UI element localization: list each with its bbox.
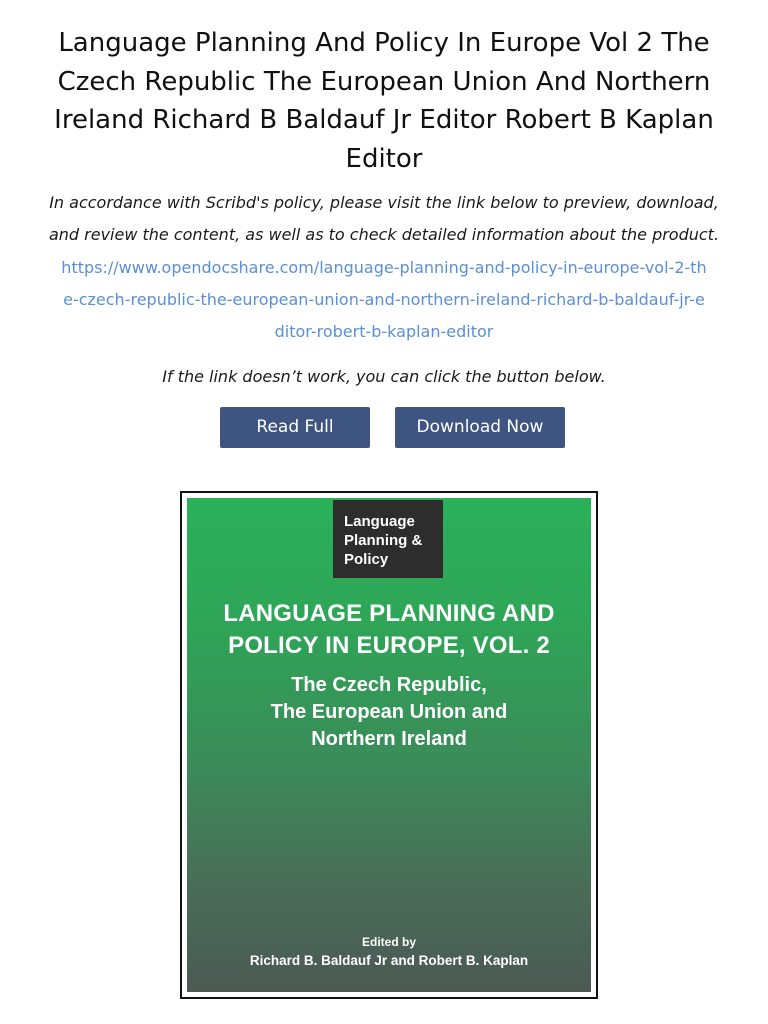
policy-notice: In accordance with Scribd's policy, please visit the link below to preview, download, and review the content, as well as to check detailed information about the product. [48,193,720,244]
cover-subtitle-line: Northern Ireland [311,728,467,750]
cover-editors: Richard B. Baldauf Jr and Robert B. Kaplan [249,953,529,968]
download-now-button[interactable]: Download Now [395,407,565,448]
read-full-button[interactable]: Read Full [220,407,370,448]
series-label-line: Language [344,513,415,530]
series-label-line: Planning & [344,532,423,549]
page-title: Language Planning And Policy In Europe Vol 2 The Czech Republic The European Union And Northern Ireland Richard B Baldauf Jr Editor Robert B Kaplan Editor [54,28,714,174]
cover-title [187,598,591,662]
book-cover [187,498,591,992]
cover-subtitle-line: The European Union and [270,701,508,723]
cover-title-line: LANGUAGE PLANNING AND [223,600,555,627]
book-cover-frame [180,491,598,999]
fallback-notice: If the link doesn’t work, you can click the button below. [162,367,606,386]
series-label-box [333,500,443,578]
cover-edited-by: Edited by [361,935,416,949]
cover-subtitle-line: The Czech Republic, [291,674,487,696]
product-link[interactable]: https://www.opendocshare.com/language-planning-and-policy-in-europe-vol-2-the-czech-republic-the-european-union-and-northern-ireland-richard-b-baldauf-jr-editor-robert-b-kaplan-editor [61,258,707,341]
cover-title-line: POLICY IN EUROPE, VOL. 2 [228,632,550,659]
series-label-line: Policy [344,551,389,568]
cover-subtitle [187,672,591,753]
